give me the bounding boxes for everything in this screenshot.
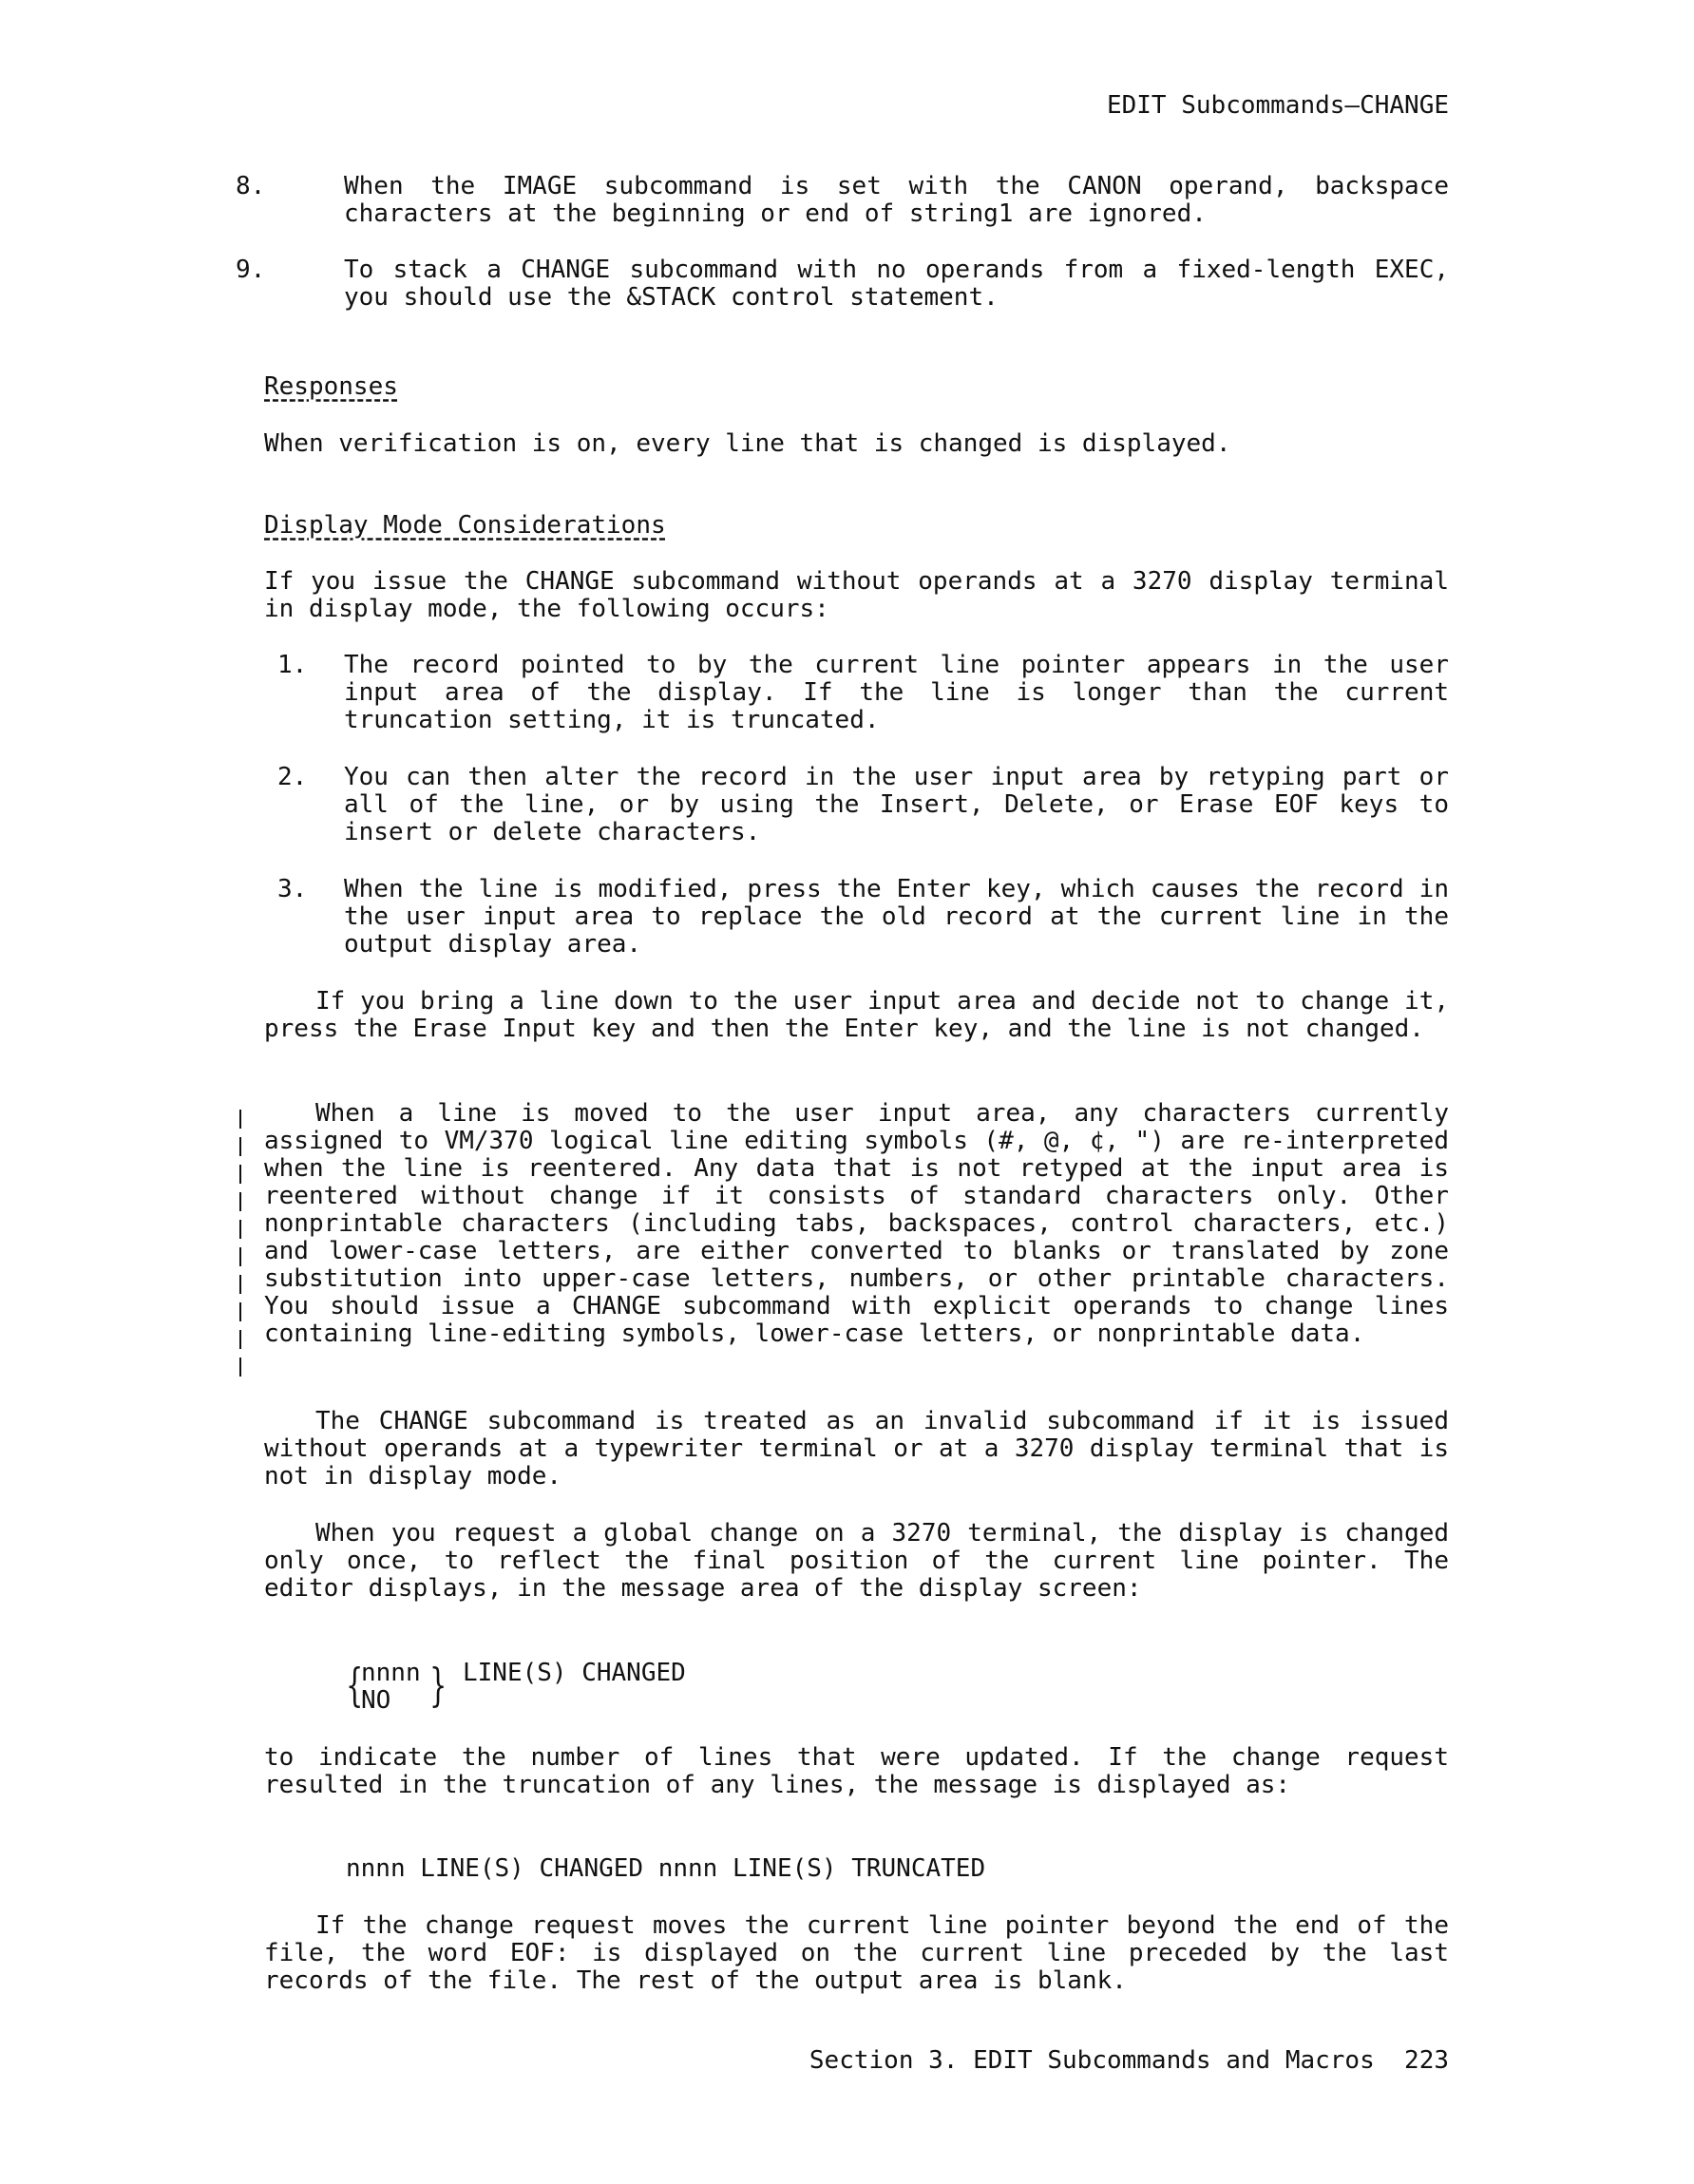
note-number: 8. bbox=[236, 172, 266, 200]
paragraph-eof: If the change request moves the current line pointer beyond the end of the file, the word EOF: is displayed on the current line preceded by the last records of the file. The rest of the output area is blank. bbox=[264, 1911, 1449, 1995]
page-footer: Section 3. EDIT Subcommands and Macros 223 bbox=[809, 2046, 1449, 2075]
list-item-text: You can then alter the record in the user input area by retyping part or all of the line, or by using the Insert, Delete, or Erase EOF keys to insert or delete characters. bbox=[344, 763, 1449, 846]
responses-heading: Responses bbox=[264, 372, 398, 401]
left-brace: { bbox=[346, 1659, 364, 1712]
note-number: 9. bbox=[236, 256, 266, 284]
list-item-1 bbox=[264, 652, 1449, 734]
list-item-3 bbox=[264, 876, 1449, 959]
display-mode-intro: If you issue the CHANGE subcommand without operands at a 3270 display terminal in display mode, the following occurs: bbox=[264, 567, 1449, 623]
note-text: To stack a CHANGE subcommand with no operands from a fixed-length EXEC, you should use the &STACK control statement. bbox=[344, 256, 1449, 312]
truncated-message: nnnn LINE(S) CHANGED nnnn LINE(S) TRUNCATED bbox=[346, 1854, 986, 1883]
list-item-2 bbox=[264, 764, 1449, 846]
message-option-nnnn: nnnn bbox=[361, 1659, 421, 1687]
paragraph-invalid-subcommand: The CHANGE subcommand is treated as an invalid subcommand if it is issued without operands at a typewriter terminal or at a 3270 display terminal that is not in display mode. bbox=[264, 1407, 1449, 1491]
note-8 bbox=[236, 173, 1449, 228]
message-option-no: NO bbox=[361, 1686, 391, 1715]
list-item-number: 2. bbox=[277, 763, 308, 791]
note-text: When the IMAGE subcommand is set with the CANON operand, backspace characters at the beginning or end of string1 are ignored. bbox=[344, 172, 1449, 228]
paragraph-bring-line: If you bring a line down to the user input area and decide not to change it, press the Erase Input key and then the Enter key, and the line is not changed. bbox=[264, 987, 1449, 1043]
revision-bars bbox=[238, 1105, 243, 1380]
running-head: EDIT Subcommands—CHANGE bbox=[1106, 91, 1449, 120]
message-text: LINE(S) CHANGED bbox=[463, 1659, 686, 1687]
right-brace: } bbox=[429, 1659, 447, 1712]
list-item-text: The record pointed to by the current line pointer appears in the user input area of the display. If the line is longer than the current truncation setting, it is truncated. bbox=[344, 651, 1449, 734]
list-item-number: 1. bbox=[277, 651, 308, 679]
paragraph-indicate: to indicate the number of lines that were updated. If the change request resulted in the truncation of any lines, the message is displayed as: bbox=[264, 1743, 1449, 1799]
paragraph-global-change: When you request a global change on a 3270 terminal, the display is changed only once, to reflect the final position of the current line pointer. The editor displays, in the message area of the display screen: bbox=[264, 1519, 1449, 1603]
list-item-text: When the line is modified, press the Enter key, which causes the record in the user input area to replace the old record at the current line in the output display area. bbox=[344, 875, 1449, 959]
paragraph-line-moved: When a line is moved to the user input area, any characters currently assigned to VM/370 logical line editing symbols (#, @, ¢, ") are re-interpreted when the line is reentered. Any data that is not retyped at the input area is reentered without change if it consists of standard characters only. Other nonprintable characters (including tabs, backspaces, control characters, etc.) and lower-case letters, are either converted to blanks or translated by zone substitution into upper-case letters, numbers, or other printable characters. You should issue a CHANGE subcommand with explicit operands to change lines containing line-editing symbols, lower-case letters, or nonprintable data. bbox=[264, 1099, 1449, 1348]
display-mode-heading: Display Mode Considerations bbox=[264, 511, 666, 540]
note-9 bbox=[236, 256, 1449, 312]
responses-text: When verification is on, every line that is changed is displayed. bbox=[264, 429, 1231, 458]
list-item-number: 3. bbox=[277, 875, 308, 903]
